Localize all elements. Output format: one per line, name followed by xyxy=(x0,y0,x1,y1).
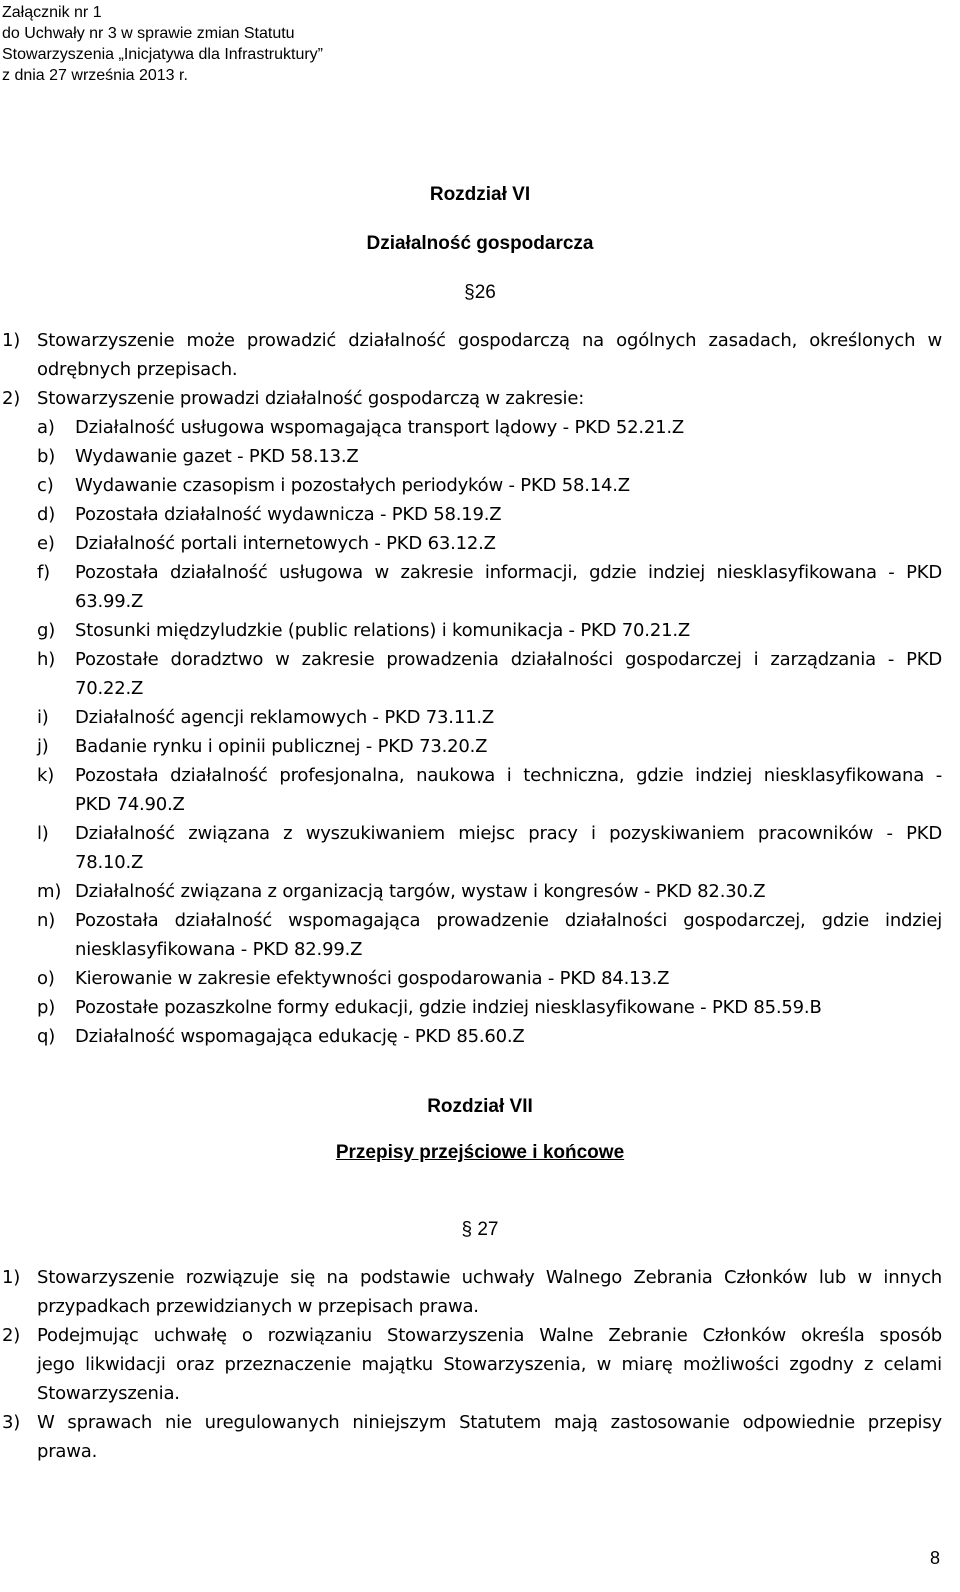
item-label: 1) xyxy=(2,1267,21,1288)
paragraph-number: § 27 xyxy=(461,1219,499,1240)
item-label: m) xyxy=(37,881,62,902)
item-label: i) xyxy=(37,707,49,728)
item-label: n) xyxy=(37,910,56,931)
header-line: Stowarzyszenia „Inicjatywa dla Infrastruktury” xyxy=(2,46,323,63)
item-text: Stowarzyszenie może prowadzić działalność gospodarczą na ogólnych zasadach, określonych w xyxy=(37,330,942,351)
item-label: o) xyxy=(37,968,55,989)
item-label: l) xyxy=(37,823,49,844)
item-text: 78.10.Z xyxy=(75,852,144,873)
item-text: Wydawanie gazet - PKD 58.13.Z xyxy=(75,446,359,467)
item-text: Działalność usługowa wspomagająca transport lądowy - PKD 52.21.Z xyxy=(75,417,685,438)
header-line: Załącznik nr 1 xyxy=(2,4,102,21)
item-text: Pozostałe doradztwo w zakresie prowadzenia działalności gospodarczej i zarządzania - PKD xyxy=(75,649,942,670)
item-text: Działalność wspomagająca edukację - PKD 85.60.Z xyxy=(75,1026,525,1047)
item-text: Pozostała działalność profesjonalna, naukowa i techniczna, gdzie indziej niesklasyfikowana - xyxy=(75,765,942,786)
chapter-subtitle: Działalność gospodarcza xyxy=(366,233,594,254)
item-label: e) xyxy=(37,533,55,554)
page-number: 8 xyxy=(930,1548,941,1568)
item-text: Pozostała działalność wspomagająca prowadzenie działalności gospodarczej, gdzie indziej xyxy=(75,910,942,931)
item-text: niesklasyfikowana - PKD 82.99.Z xyxy=(75,939,363,960)
header-line: z dnia 27 września 2013 r. xyxy=(2,67,188,84)
item-text: Stowarzyszenie prowadzi działalność gospodarczą w zakresie: xyxy=(37,388,585,409)
item-label: g) xyxy=(37,620,56,641)
item-label: k) xyxy=(37,765,55,786)
item-text: Kierowanie w zakresie efektywności gospodarowania - PKD 84.13.Z xyxy=(75,968,670,989)
item-label: j) xyxy=(37,736,49,757)
item-text: Stowarzyszenia. xyxy=(37,1383,180,1404)
item-text: Badanie rynku i opinii publicznej - PKD 73.20.Z xyxy=(75,736,488,757)
item-text: Podejmując uchwałę o rozwiązaniu Stowarzyszenia Walne Zebranie Członków określa sposób xyxy=(37,1325,942,1346)
item-label: 3) xyxy=(2,1412,21,1433)
item-label: q) xyxy=(37,1026,56,1047)
item-text: Stosunki międzyludzkie (public relations) i komunikacja - PKD 70.21.Z xyxy=(75,620,690,641)
item-label: f) xyxy=(37,562,50,583)
attachment-header xyxy=(2,2,323,86)
item-text: Stowarzyszenie rozwiązuje się na podstawie uchwały Walnego Zebrania Członków lub w innych xyxy=(37,1267,942,1288)
item-label: h) xyxy=(37,649,56,670)
item-label: 1) xyxy=(2,330,21,351)
item-text: Pozostała działalność wydawnicza - PKD 58.19.Z xyxy=(75,504,502,525)
item-text: prawa. xyxy=(37,1441,98,1462)
item-text: Pozostałe pozaszkolne formy edukacji, gdzie indziej niesklasyfikowane - PKD 85.59.B xyxy=(75,997,822,1018)
item-label: 2) xyxy=(2,388,21,409)
item-text: Działalność związana z organizacją targów, wystaw i kongresów - PKD 82.30.Z xyxy=(75,881,766,902)
paragraph-number: §26 xyxy=(464,282,496,303)
chapter-title: Rozdział VII xyxy=(427,1096,533,1117)
paragraph-number-value: 27 xyxy=(477,1219,499,1240)
item-text: jego likwidacji oraz przeznaczenie majątku Stowarzyszenia, w miarę możliwości zgodny z celami xyxy=(37,1354,942,1375)
item-text: przypadkach przewidzianych w przepisach prawa. xyxy=(37,1296,479,1317)
item-text: Pozostała działalność usługowa w zakresie informacji, gdzie indziej niesklasyfikowana - PKD xyxy=(75,562,942,583)
header-line: do Uchwały nr 3 w sprawie zmian Statutu xyxy=(2,25,295,42)
item-label: p) xyxy=(37,997,56,1018)
item-label: a) xyxy=(37,417,55,438)
item-text: W sprawach nie uregulowanych niniejszym Statutem mają zastosowanie odpowiednie przepisy xyxy=(37,1412,942,1433)
item-text: 63.99.Z xyxy=(75,591,144,612)
item-text: Działalność portali internetowych - PKD 63.12.Z xyxy=(75,533,496,554)
item-text: PKD 74.90.Z xyxy=(75,794,185,815)
paragraph-number-value: 26 xyxy=(474,282,496,303)
item-text: Działalność agencji reklamowych - PKD 73.11.Z xyxy=(75,707,494,728)
item-text: Wydawanie czasopism i pozostałych periodyków - PKD 58.14.Z xyxy=(75,475,630,496)
item-label: b) xyxy=(37,446,56,467)
item-text: Działalność związana z wyszukiwaniem miejsc pracy i pozyskiwaniem pracowników - PKD xyxy=(75,823,942,844)
item-text: odrębnych przepisach. xyxy=(37,359,238,380)
chapter-subtitle: Przepisy przejściowe i końcowe xyxy=(335,1142,625,1163)
item-label: c) xyxy=(37,475,54,496)
item-label: d) xyxy=(37,504,56,525)
item-text: 70.22.Z xyxy=(75,678,144,699)
chapter-title: Rozdział VI xyxy=(429,184,531,205)
item-label: 2) xyxy=(2,1325,21,1346)
